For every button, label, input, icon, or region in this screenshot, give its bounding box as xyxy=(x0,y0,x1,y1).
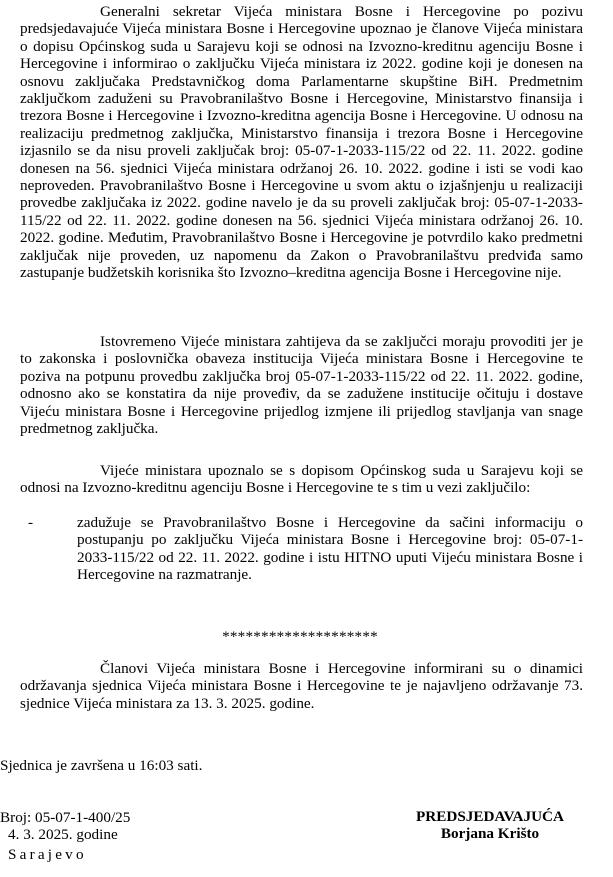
section-separator: ******************** xyxy=(222,628,378,645)
paragraph-conclusion-intro: Vijeće ministara upoznalo se s dopisom Općinskog suda u Sarajevu koji se odnosi na Izvozno-kreditnu agenciju Bosne i Hercegovine te s tim u vezi zaključilo: xyxy=(20,462,583,497)
signature-block xyxy=(405,808,575,843)
document-number: Broj: 05-07-1-400/25 xyxy=(0,809,131,826)
document-date: 4. 3. 2025. godine xyxy=(8,826,118,843)
session-closing-line: Sjednica je završena u 16:03 sati. xyxy=(0,757,203,774)
paragraph-implementation-demand: Istovremeno Vijeće ministara zahtijeva da se zaključci moraju provoditi jer je to zakonska i poslovnička obaveza institucija Vijeća ministara Bosne i Hercegovine te poziva na potpunu provedbu zaključka broj 05-07-1-2033-115/22 od 22. 11. 2022. godine, odnosno ako se konstatira da nije proveđiv, da se zadužene institucije očituju i dostave Vijeću ministara Bosne i Hercegovine prijedlog izmjene ili prijedlog stavljanja van snage predmetnog zaključka. xyxy=(20,333,583,438)
document-city: Sarajevo xyxy=(8,846,87,863)
paragraph-session-schedule: Članovi Vijeća ministara Bosne i Hercegovine informirani su o dinamici održavanja sjednica Vijeća ministara Bosne i Hercegovine te je najavljeno održavanje 73. sjednice Vijeća ministara za 13. 3. 2025. godine. xyxy=(20,660,583,712)
list-dash: - xyxy=(28,514,34,531)
signature-title: PREDSJEDAVAJUĆA xyxy=(416,808,564,825)
paragraph-export-credit-agency: Generalni sekretar Vijeća ministara Bosne i Hercegovine po pozivu predsjedavajuće Vijeća ministara Bosne i Hercegovine upoznao je članove Vijeća ministara o dopisu Općinskog suda u Sarajevu koji se odnosi na Izvozno-kreditnu agenciju Bosne i Hercegovine i informirao o zaključku Vijeća ministara iz 2022. godine koji je donesen na osnovu zaključaka Predstavničkog doma Parlamentarne skupštine BiH. Predmetnim zaključkom zaduženi su Pravobranilaštvo Bosne i Hercegovine, Ministarstvo finansija i trezora Bosne i Hercegovine i Izvozno-kreditna agencija Bosne i Hercegovine. U odnosu na realizaciju predmetnog zaključka, Ministarstvo finansija i trezora Bosne i Hercegovine izjasnilo se da nisu proveli zaključak broj: 05-07-1-2033-115/22 od 22. 11. 2022. godine donesen na 56. sjednici Vijeća ministara održanoj 26. 10. 2022. godine i isti se vodi kao neproveden. Pravobranilaštvo Bosne i Hercegovine u svom aktu o izjašnjenju u realizaciji provedbe zaključaka iz 2022. godine navelo je da su proveli zaključak broj: 05-07-1-2033-115/22 od 22. 11. 2022. godine donesen na 56. sjednici Vijeća ministara održanoj 26. 10. 2022. godine. Međutim, Pravobranilaštvo Bosne i Hercegovine je potvrdilo kako predmetni zaključak nije proveden, uz napomenu da Zakon o Pravobranilaštvu predviđa samo zastupanje budžetskih korisnika što Izvozno–kreditna agencija Bosne i Hercegovine nije. xyxy=(20,3,583,282)
conclusion-list-item xyxy=(20,514,583,584)
conclusion-text: zadužuje se Pravobranilaštvo Bosne i Hercegovine da sačini informaciju o postupanju po zaključku Vijeća ministara Bosne i Hercegovine broj: 05-07-1-2033-115/22 od 22. 11. 2022. godine i istu HITNO uputi Vijeću ministara Bosne i Hercegovine na razmatranje. xyxy=(77,514,583,584)
signature-name: Borjana Krišto xyxy=(440,825,540,843)
